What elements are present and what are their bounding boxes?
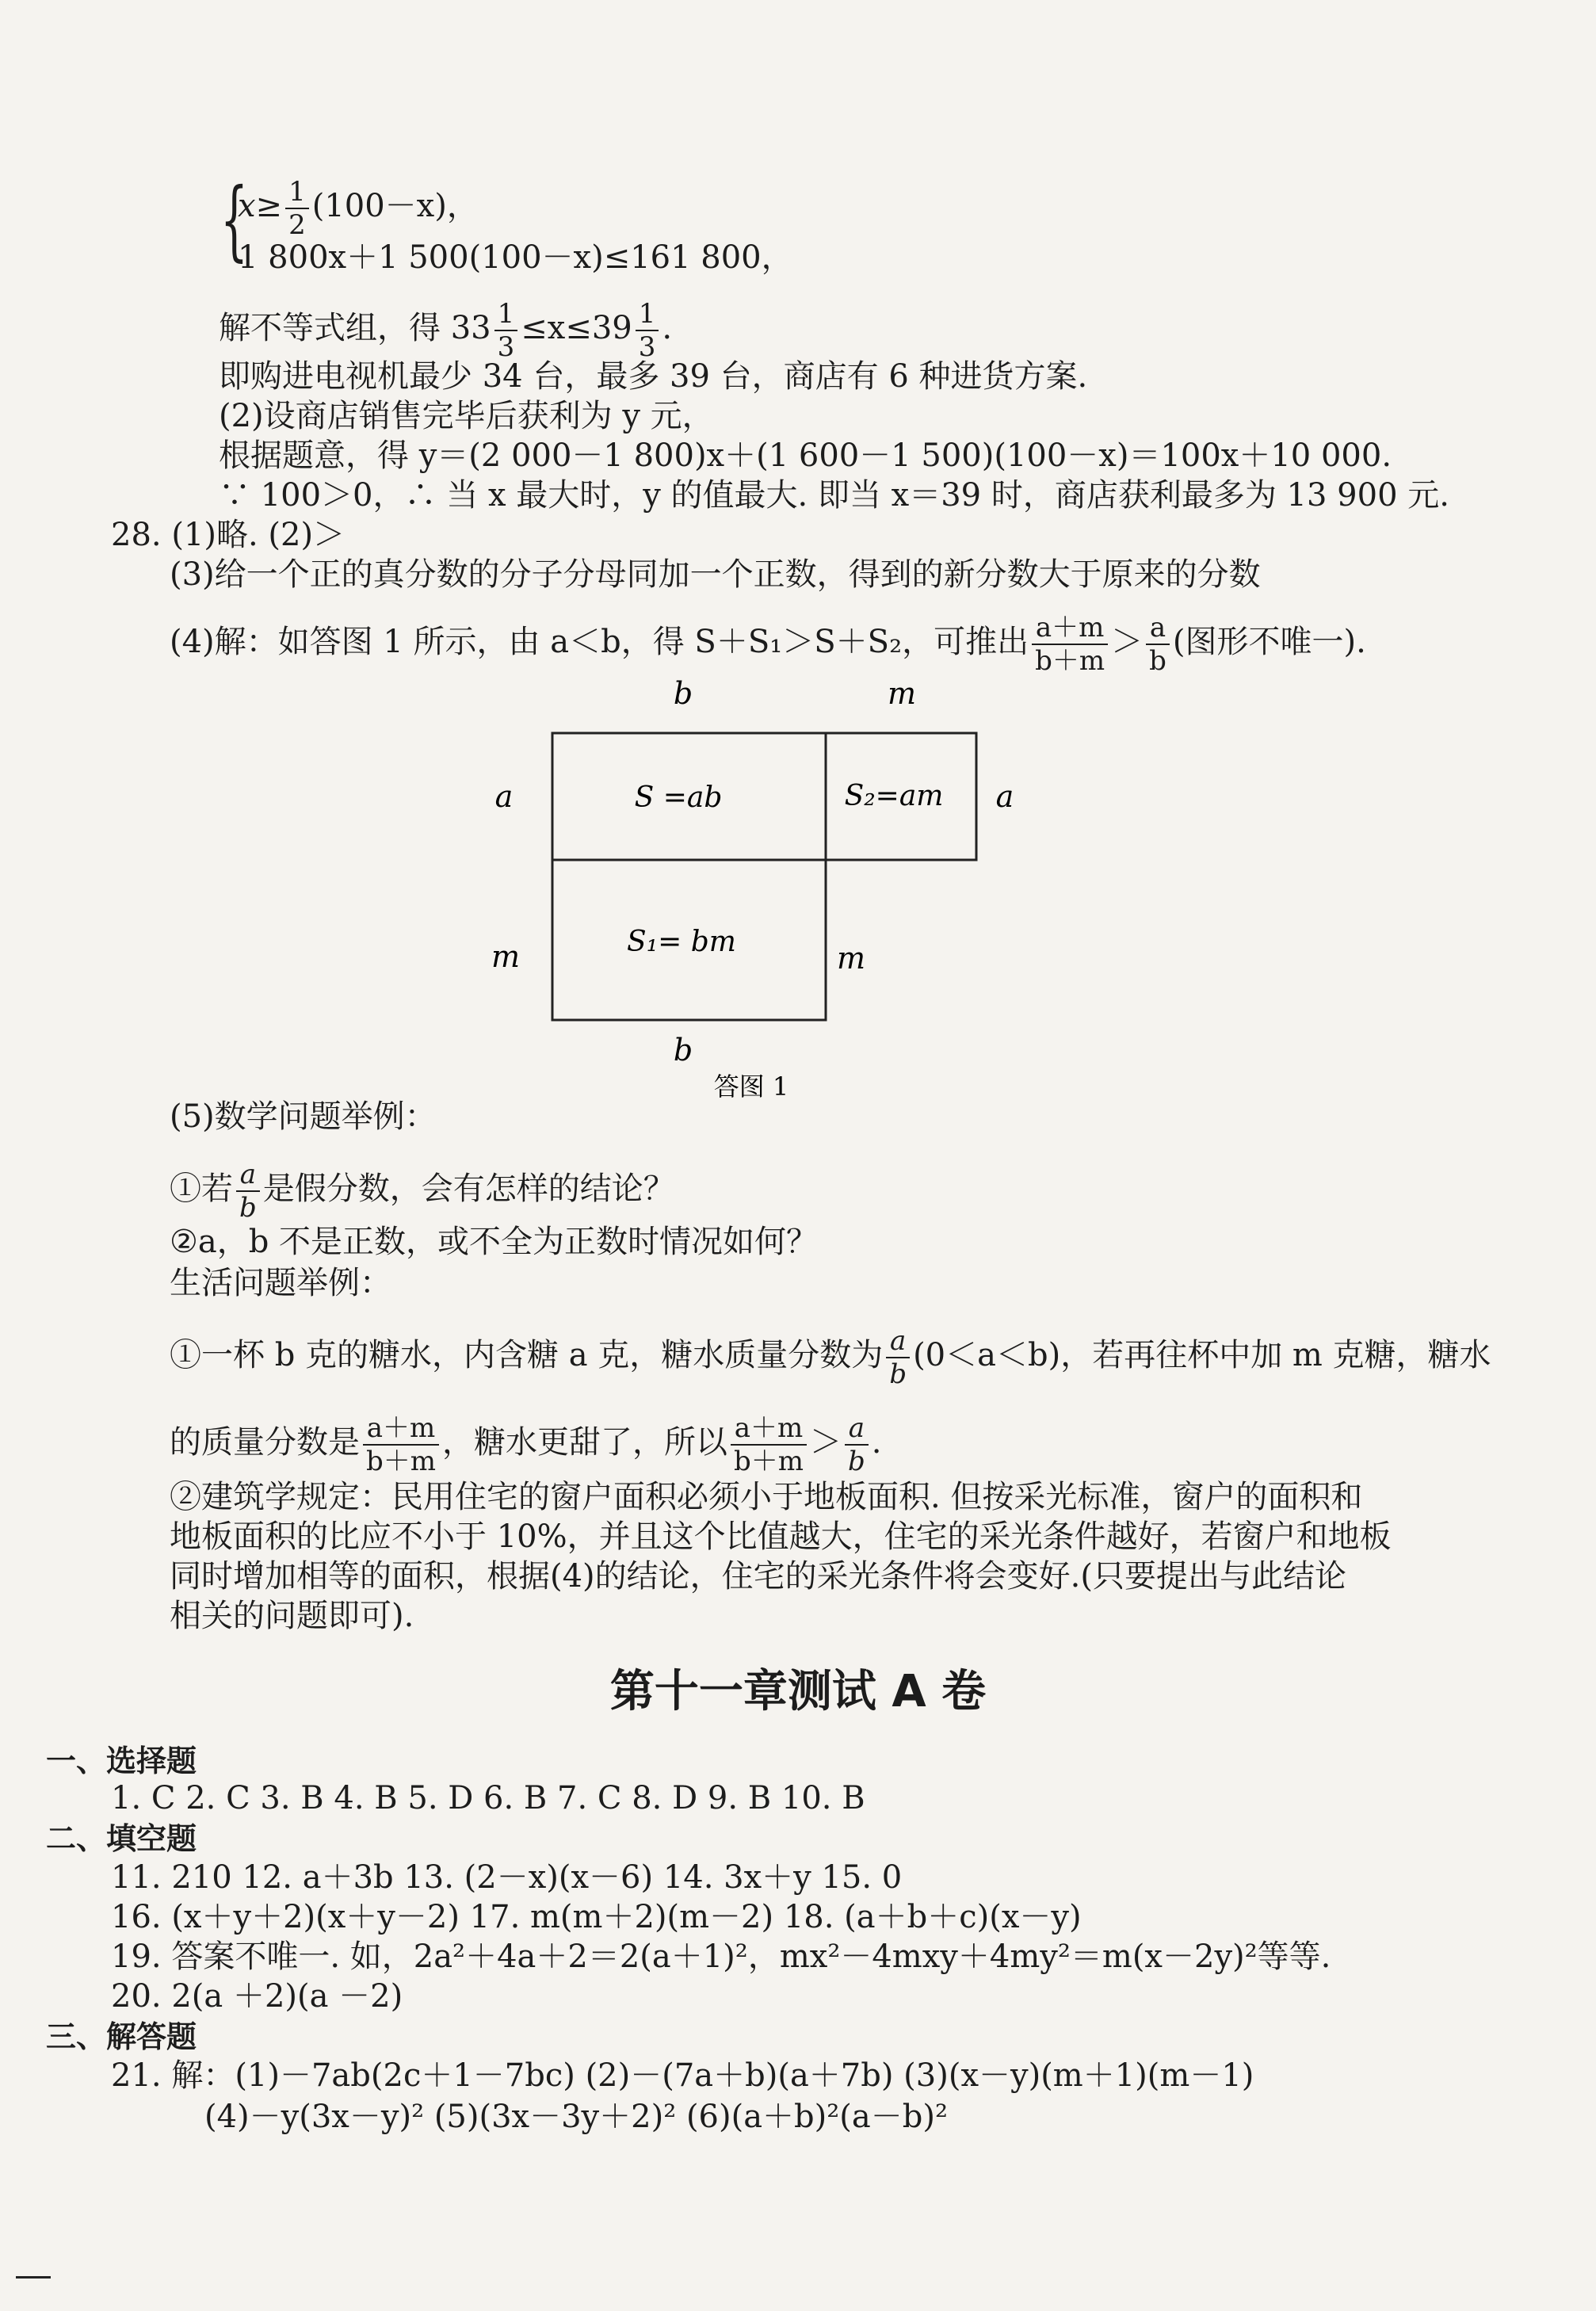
conclusion-line: 即购进电视机最少 34 台，最多 39 台，商店有 6 种进货方案. <box>219 358 1088 395</box>
answer-figure-1 <box>0 674 1596 1117</box>
max-line: ∵ 100＞0，∴ 当 x 最大时，y 的值最大. 即当 x＝39 时，商店获利最多为 13 900 元. <box>219 477 1449 514</box>
label-bottom-b: b <box>673 1033 693 1068</box>
p5-item2: ②a，b 不是正数，或不全为正数时情况如何？ <box>170 1224 819 1260</box>
q28-line4: (4)解：如答图 1 所示，由 a＜b，得 S＋S₁＞S＋S₂，可推出 $\frac{a+m}{b+m}$ ＞ $\frac{a}{b}$ (图形不唯一). <box>170 612 1366 677</box>
section2-line4: 20. 2(a ＋2)(a －2) <box>111 1978 403 2015</box>
section2-line2: 16. (x＋y＋2)(x＋y－2) 17. m(m＋2)(m－2) 18. (a＋b＋c)(x－y) <box>111 1899 1082 1935</box>
label-top-m: m <box>887 676 917 711</box>
label-right-m: m <box>836 941 866 976</box>
section2-line3: 19. 答案不唯一. 如，2a²＋4a＋2＝2(a＋1)²，mx²－4mxy＋4my²＝m(x－2y)²等等. <box>111 1939 1331 1975</box>
fraction: $\frac{1}{2}$ <box>285 176 309 241</box>
life-item2-l2: 地板面积的比应不小于 10%，并且这个比值越大，住宅的采光条件越好，若窗户和地板 <box>170 1518 1392 1555</box>
life-item2-l4: 相关的问题即可). <box>170 1598 414 1634</box>
label-top-b: b <box>673 676 693 711</box>
section3-heading: 三、解答题 <box>46 2019 197 2054</box>
chapter-title: 第十一章测试 A 卷 <box>609 1666 987 1717</box>
life-title: 生活问题举例： <box>170 1265 391 1301</box>
inequality-1: x≥ $\frac{1}{2}$ (100－x)， <box>238 176 479 241</box>
life-item1-cont: 的质量分数是 $\frac{a+m}{b+m}$ ，糖水更甜了，所以 $\frac{a+m}{b+m}$ ＞ $\frac{a}{b}$ . <box>170 1412 882 1477</box>
figure-caption: 答图 1 <box>713 1071 789 1102</box>
system-brace: { <box>220 169 248 270</box>
section3-line1: 21. 解：(1)－7ab(2c＋1－7bc) (2)－(7a＋b)(a＋7b) (3)(x－y)(m＋1)(m－1) <box>111 2057 1254 2094</box>
cell-S2: S₂=am <box>844 780 944 812</box>
section2-heading: 二、填空题 <box>46 1821 197 1856</box>
label-left-a: a <box>494 779 514 814</box>
cell-S1: S₁= bm <box>627 926 736 958</box>
bottom-rule <box>16 2276 51 2279</box>
label-left-m: m <box>491 939 521 974</box>
q28-line3: (3)给一个正的真分数的分子分母同加一个正数，得到的新分数大于原来的分数 <box>170 556 1261 593</box>
life-item2-l3: 同时增加相等的面积，根据(4)的结论，住宅的采光条件将会变好.(只要提出与此结论 <box>170 1558 1346 1595</box>
p5-title: (5)数学问题举例： <box>170 1098 437 1135</box>
p5-item1: ①若 $\frac{a}{b}$ 是假分数，会有怎样的结论？ <box>170 1159 675 1224</box>
life-item2-l1: ②建筑学规定：民用住宅的窗户面积必须小于地板面积. 但按采光标准，窗户的面积和 <box>170 1479 1363 1515</box>
life-item1: ①一杯 b 克的糖水，内含糖 a 克，糖水质量分数为 $\frac{a}{b}$ (0＜a＜b)，若再往杯中加 m 克糖，糖水 <box>170 1325 1491 1390</box>
section1-heading: 一、选择题 <box>46 1744 197 1778</box>
section2-line1: 11. 210 12. a＋3b 13. (2－x)(x－6) 14. 3x＋y 15. 0 <box>111 1859 903 1896</box>
q28-line1: 28. (1)略. (2)＞ <box>111 517 346 553</box>
part2-line: (2)设商店销售完毕后获利为 y 元， <box>219 398 714 434</box>
profit-line: 根据题意，得 y＝(2 000－1 800)x＋(1 600－1 500)(100－x)＝100x＋10 000. <box>219 437 1392 474</box>
inequality-2: 1 800x＋1 500(100－x)≤161 800， <box>238 239 793 276</box>
section3-line2: (4)－y(3x－y)² (5)(3x－3y＋2)² (6)(a＋b)²(a－b)² <box>204 2099 949 2135</box>
solve-line: 解不等式组，得 33 $\frac{1}{3}$ ≤x≤39 $\frac{1}{3}$ . <box>219 298 673 363</box>
section1-answers: 1. C 2. C 3. B 4. B 5. D 6. B 7. C 8. D 9. B 10. B <box>111 1780 865 1816</box>
label-right-a: a <box>995 779 1014 814</box>
cell-S: S =ab <box>634 781 723 814</box>
